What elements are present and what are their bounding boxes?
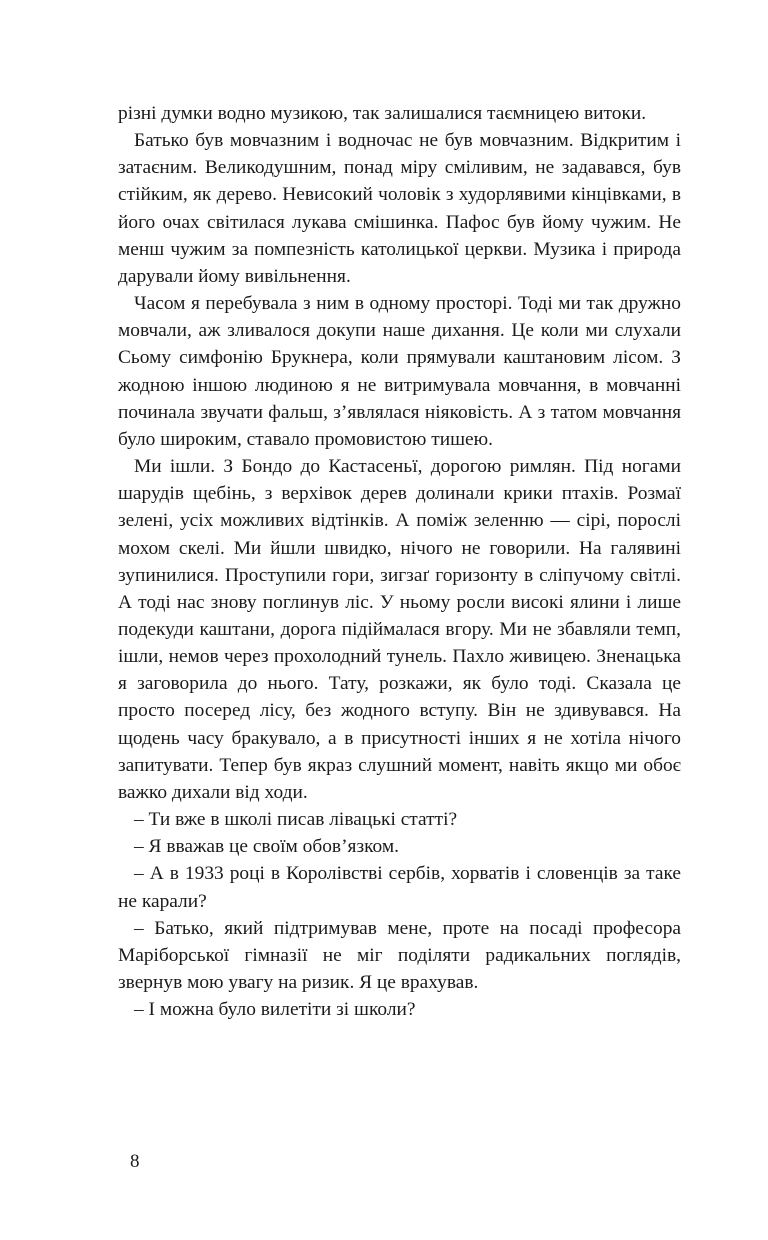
dialogue-line: – Ти вже в школі писав лівацькі статті? [134, 809, 458, 831]
dialogue-line: – А в 1933 році в Королівстві сербів, хорватів і словенців за таке не карали? [118, 863, 681, 912]
paragraph: різні думки водно музикою, так залишалися таємницею витоки. [118, 103, 647, 124]
paragraph: Ми ішли. З Бондо до Кастасеньї, дорогою римлян. Під ногами шарудів щебінь, з верхівок дерев долинали крики птахів. Розмаї зелені, усіх можливих відтінків. А поміж зеленню — сірі, порослі мохом скелі. Ми йшли швидко, нічого не говорили. На галявині зупинилися. Проступили гори, зигзаґ горизонту в сліпучому світлі. А тоді нас знову поглинув ліс. У ньому росли високі ялини і лише подекуди каштани, дорога підіймалася вгору. Ми не збавляли темп, ішли, немов через прохолодний тунель. Пахло живицею. Зненацька я заговорила до нього. Тату, розкажи, як було тоді. Сказала це просто посеред лісу, без жодного вступу. Він не здивувався. На щодень часу бракувало, а в присутності інших я не хотіла нічого запитувати. Тепер був якраз слушний момент, навіть якщо ми обоє важко дихали від ходи. [118, 456, 681, 803]
dialogue-line: – Я вважав це своїм обов’язком. [134, 836, 399, 858]
paragraph: Часом я перебувала з ним в одному просторі. Тоді ми так дружно мовчали, аж зливалося докупи наше дихання. Це коли ми слухали Сьому симфонію Брукнера, коли прямували каштановим лісом. З жодною іншою людиною я не витримувала мовчання, в мовчанні починала звучати фальш, з’являлася ніяковість. А з татом мовчання було широким, ставало промовистою тишею. [118, 293, 681, 450]
page-number: 8 [130, 1151, 140, 1172]
dialogue-line: – Батько, який підтримував мене, проте на посаді професора Маріборської гімназії не міг поділяти радикальних поглядів, звернув мою увагу на ризик. Я це врахував. [118, 917, 681, 993]
dialogue-line: – І можна було вилетіти зі школи? [134, 999, 416, 1021]
book-page-text [118, 100, 681, 1023]
paragraph: Батько був мовчазним і водночас не був мовчазним. Відкритим і затаєним. Великодушним, понад міру сміливим, не задавався, був стійким, як дерево. Невисокий чоловік з худорлявими кінцівками, в його очах світилася лукава смішинка. Пафос був йому чужим. Не менш чужим за помпезність католицької церкви. Музика і природа дарували йому вивільнення. [118, 130, 681, 287]
